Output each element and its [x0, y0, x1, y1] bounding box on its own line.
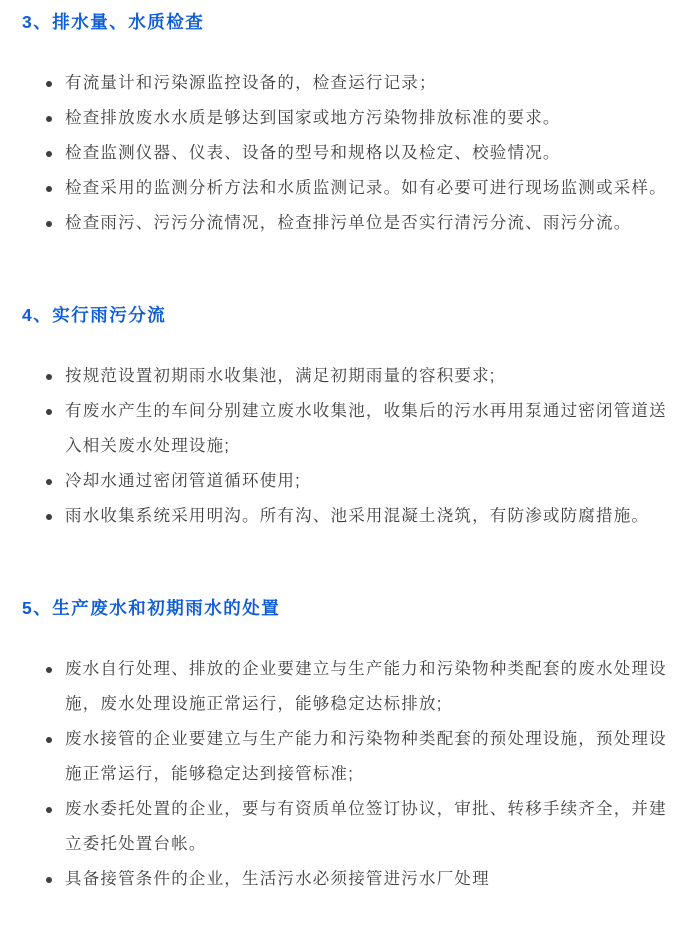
list-item [46, 394, 676, 464]
bullet-icon [46, 409, 52, 415]
section-heading: 3、排水量、水质检查 [22, 12, 205, 32]
list-item-text: 废水接管的企业要建立与生产能力和污染物种类配套的预处理设施，预处理设施正常运行，能够稳定达到接管标准; [65, 730, 667, 783]
bullet-icon [46, 221, 52, 227]
bullet-icon [46, 667, 52, 673]
bullet-icon [46, 116, 52, 122]
list-item-text: 有废水产生的车间分别建立废水收集池，收集后的污水再用泵通过密闭管道送入相关废水处理设施; [65, 402, 667, 455]
list-item [46, 862, 676, 897]
bullet-icon [46, 151, 52, 157]
list-item [46, 722, 676, 792]
list-item [46, 101, 676, 136]
bullet-icon [46, 737, 52, 743]
list-item [46, 171, 676, 206]
list-item-text: 废水自行处理、排放的企业要建立与生产能力和污染物种类配套的废水处理设施，废水处理设施正常运行，能够稳定达标排放; [65, 660, 667, 713]
section-rain-sewage-separation [22, 303, 676, 534]
list-item-text: 雨水收集系统采用明沟。所有沟、池采用混凝土浇筑，有防渗或防腐措施。 [65, 507, 650, 525]
bullet-list [22, 652, 676, 897]
section-drainage-inspection [22, 10, 676, 241]
list-item-text: 废水委托处置的企业，要与有资质单位签订协议，审批、转移手续齐全，并建立委托处置台帐。 [65, 800, 667, 853]
section-heading: 4、实行雨污分流 [22, 305, 167, 325]
bullet-icon [46, 374, 52, 380]
list-item [46, 359, 676, 394]
list-item [46, 499, 676, 534]
bullet-icon [46, 81, 52, 87]
list-item [46, 136, 676, 171]
list-item [46, 206, 676, 241]
list-item-text: 检查排放废水水质是够达到国家或地方污染物排放标准的要求。 [65, 109, 561, 127]
bullet-icon [46, 877, 52, 883]
section-heading: 5、生产废水和初期雨水的处置 [22, 598, 281, 618]
list-item-text: 冷却水通过密闭管道循环使用; [65, 472, 301, 490]
list-item-text: 具备接管条件的企业，生活污水必须接管进污水厂处理 [65, 870, 490, 888]
list-item-text: 检查采用的监测分析方法和水质监测记录。如有必要可进行现场监测或采样。 [65, 179, 667, 197]
bullet-icon [46, 514, 52, 520]
list-item [46, 464, 676, 499]
section-wastewater-disposal [22, 596, 676, 897]
bullet-list [22, 359, 676, 534]
list-item-text: 检查雨污、污污分流情况，检查排污单位是否实行清污分流、雨污分流。 [65, 214, 632, 232]
list-item [46, 652, 676, 722]
list-item [46, 792, 676, 862]
list-item-text: 有流量计和污染源监控设备的，检查运行记录； [65, 74, 437, 92]
bullet-icon [46, 479, 52, 485]
bullet-icon [46, 807, 52, 813]
bullet-icon [46, 186, 52, 192]
list-item [46, 66, 676, 101]
list-item-text: 检查监测仪器、仪表、设备的型号和规格以及检定、校验情况。 [65, 144, 561, 162]
list-item-text: 按规范设置初期雨水收集池，满足初期雨量的容积要求; [65, 367, 496, 385]
bullet-list [22, 66, 676, 241]
